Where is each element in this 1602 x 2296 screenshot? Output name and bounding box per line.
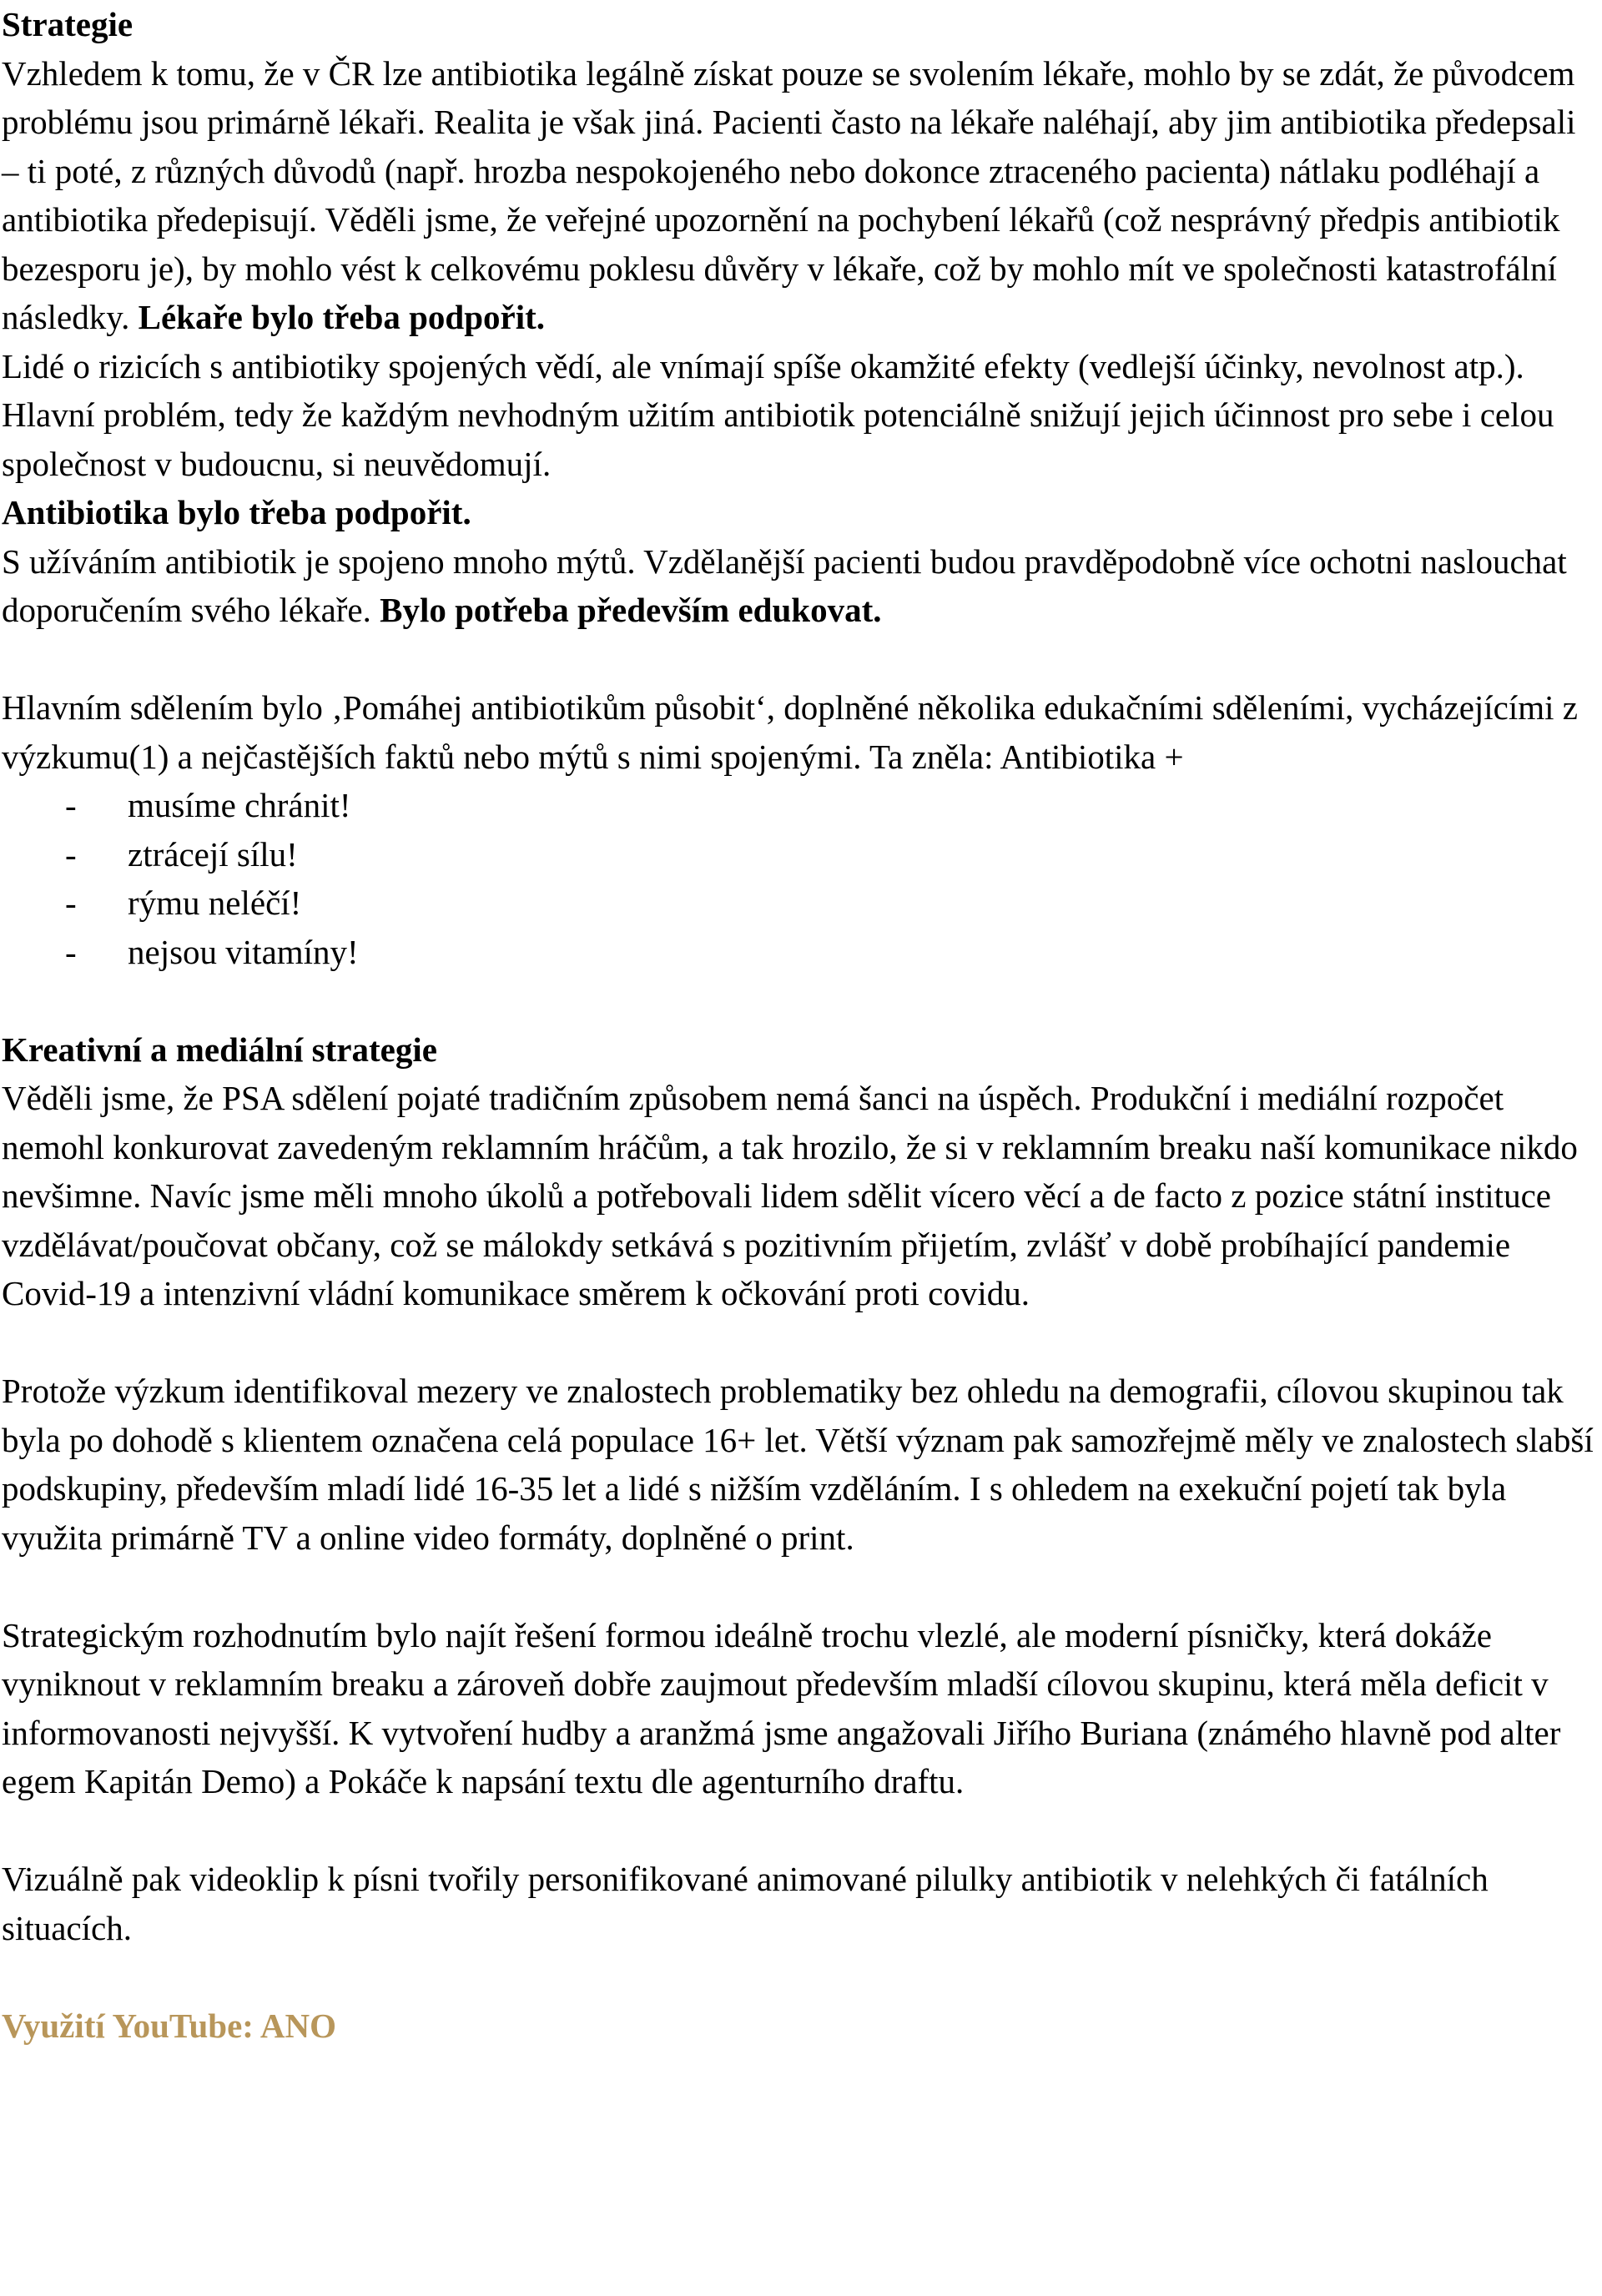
list-marker: - bbox=[65, 834, 77, 874]
list-marker: - bbox=[65, 932, 77, 971]
message-list bbox=[2, 781, 1597, 976]
strategy-paragraph-2-emphasis: Antibiotika bylo třeba podpořit. bbox=[2, 493, 471, 531]
strategy-paragraph-1-emphasis: Lékaře bylo třeba podpořit. bbox=[138, 298, 546, 336]
list-item bbox=[2, 781, 1597, 830]
strategy-paragraph-1-text: Vzhledem k tomu, že v ČR lze antibiotika legálně získat pouze se svolením lékaře, mohlo by se zdát, že původcem problému jsou primárně lékaři. Realita je však jiná. Pacienti často na lékaře naléhají, aby jim antibiotika předepsali – ti poté, z různých důvodů (např. hrozba nespokojeného nebo dokonce ztraceného pacienta) nátlaku podléhají a antibiotika předepisují. Věděli jsme, že veřejné upozornění na pochybení lékařů (což nesprávný předpis antibiotik bezesporu je), by mohlo vést k celkovému poklesu důvěry v lékaře, což by mohlo mít ve společnosti katastrofální následky. bbox=[2, 53, 1576, 336]
list-item-text: rýmu neléčí! bbox=[128, 884, 302, 922]
creative-paragraph-4: Vizuálně pak videoklip k písni tvořily personifikované animované pilulky antibiotik v nelehkých či fatálních situacích. bbox=[2, 1860, 1489, 1947]
paragraph-gap bbox=[2, 1318, 1597, 1367]
list-item-text: musíme chránit! bbox=[128, 786, 351, 824]
document-page bbox=[2, 0, 1597, 2050]
list-item bbox=[2, 928, 1597, 977]
paragraph-gap bbox=[2, 976, 1597, 1025]
paragraph-gap bbox=[2, 1952, 1597, 2001]
list-item bbox=[2, 879, 1597, 928]
strategy-paragraph-2: Lidé o rizicích s antibiotiky spojených vědí, ale vnímají spíše okamžité efekty (vedlejší účinky, nevolnost atp.). Hlavní problém, tedy že každým nevhodným užitím antibiotik potenciálně snižují jejich účinnost pro sebe i celou společnost v budoucnu, si neuvědomují. bbox=[2, 346, 1554, 483]
strategy-paragraph-4: Hlavním sdělením bylo ‚Pomáhej antibiotikům působit‘, doplněné několika edukačními sděleními, vycházejícími z výzkumu(1) a nejčastějších faktů nebo mýtů s nimi spojenými. Ta zněla: Antibiotika + bbox=[2, 688, 1579, 776]
list-marker: - bbox=[65, 786, 77, 824]
paragraph-gap bbox=[2, 1562, 1597, 1611]
section-heading-creative: Kreativní a mediální strategie bbox=[2, 1030, 437, 1069]
strategy-paragraph-3-text: S užíváním antibiotik je spojeno mnoho mýtů. Vzdělanější pacienti budou pravděpodobně více ochotni naslouchat doporučením svého lékaře. bbox=[2, 541, 1567, 629]
strategy-paragraph-1 bbox=[2, 49, 1597, 342]
paragraph-gap bbox=[2, 1806, 1597, 1855]
list-item bbox=[2, 830, 1597, 879]
section-heading-strategy: Strategie bbox=[2, 5, 134, 43]
creative-paragraph-2: Protože výzkum identifikoval mezery ve znalostech problematiky bez ohledu na demografii, cílovou skupinou tak byla po dohodě s klientem označena celá populace 16+ let. Větší význam pak samozřejmě měly ve znalostech slabší podskupiny, především mladí lidé 16-35 let a lidé s nižším vzděláním. I s ohledem na exekuční pojetí tak byla využita primárně TV a online video formáty, doplněné o print. bbox=[2, 1372, 1594, 1557]
list-item-text: nejsou vitamíny! bbox=[128, 932, 359, 971]
list-item-text: ztrácejí sílu! bbox=[128, 834, 298, 874]
strategy-paragraph-3 bbox=[2, 537, 1597, 635]
creative-paragraph-3: Strategickým rozhodnutím bylo najít řešení formou ideálně trochu vlezlé, ale moderní písničky, která dokáže vyniknout v reklamním breaku a zároveň dobře zaujmout především mladší cílovou skupinu, která měla deficit v informovanosti nejvyšší. K vytvoření hudby a aranžmá jsme angažovali Jiřího Buriana (známého hlavně pod alter egem Kapitán Demo) a Pokáče k napsání textu dle agenturního draftu. bbox=[2, 1615, 1561, 1800]
strategy-paragraph-3-emphasis: Bylo potřeba především edukovat. bbox=[380, 591, 882, 629]
creative-paragraph-1: Věděli jsme, že PSA sdělení pojaté tradičním způsobem nemá šanci na úspěch. Produkční i mediální rozpočet nemohl konkurovat zavedeným reklamním hráčům, a tak hrozilo, že si v reklamním breaku naší komunikace nikdo nevšimne. Navíc jsme měli mnoho úkolů a potřebovali lidem sdělit vícero věcí a de facto z pozice státní instituce vzdělávat/poučovat občany, což se málokdy setkává s pozitivním přijetím, zvlášť v době probíhající pandemie Covid-19 a intenzivní vládní komunikace směrem k očkování proti covidu. bbox=[2, 1079, 1578, 1312]
list-marker: - bbox=[65, 884, 77, 922]
paragraph-gap bbox=[2, 635, 1597, 684]
youtube-usage-label: Využití YouTube: ANO bbox=[2, 2006, 337, 2045]
